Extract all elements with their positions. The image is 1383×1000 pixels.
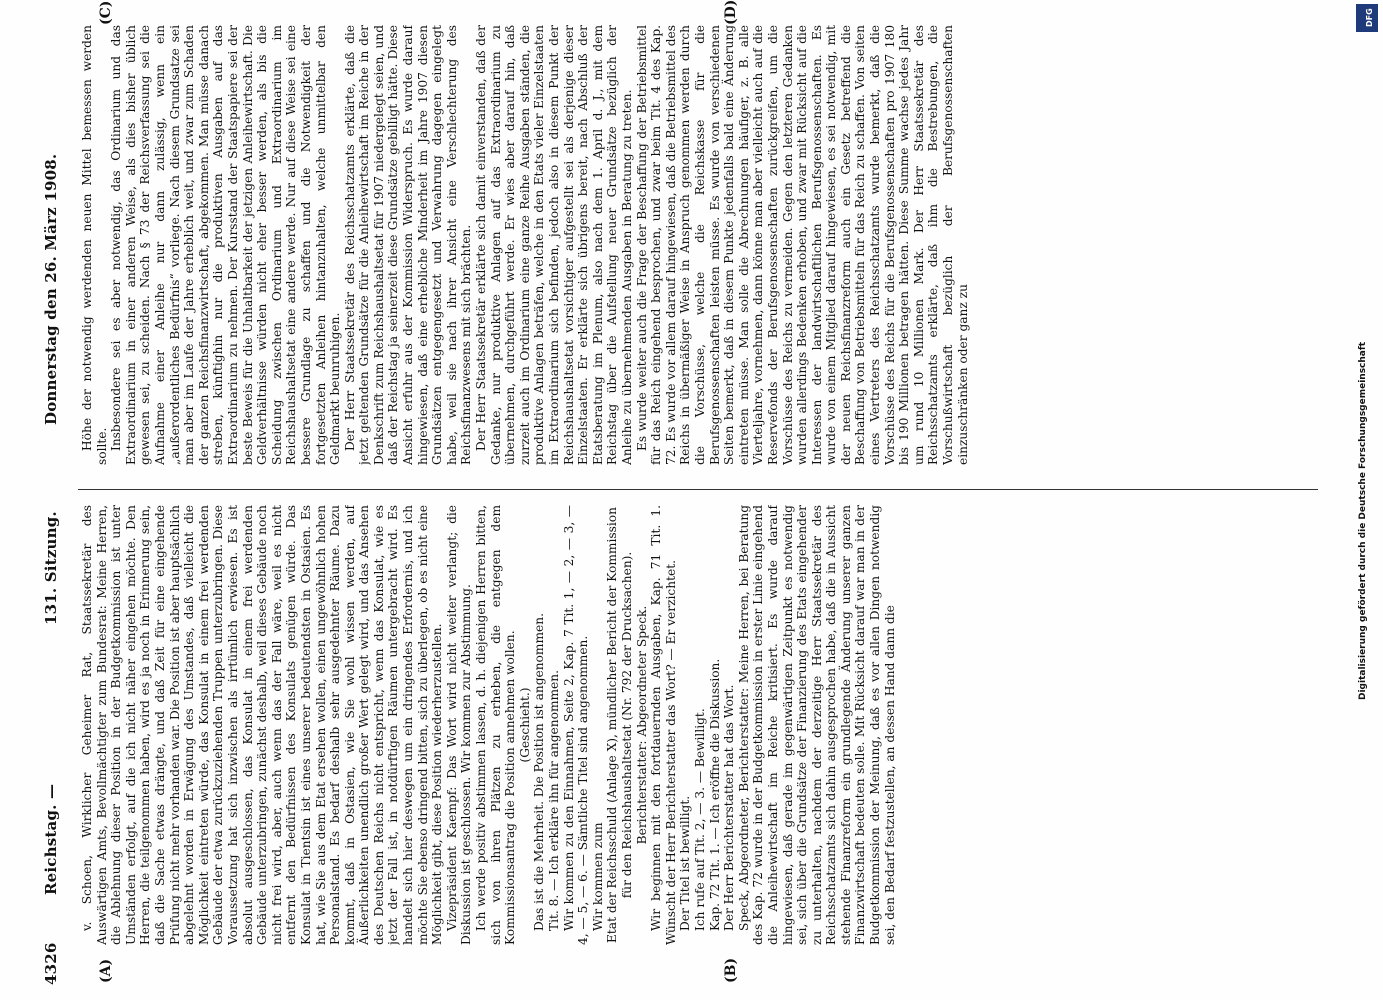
- paragraph: Insbesondere sei es aber notwendig, das Ordinarium und das Extraordinarium in einer anderen Weise, als dies bisher üblich gewesen sei, zu scheiden. Nach § 73 der Reichsverfassung sei die Aufnahme einer Anleihe nur dann zulässig, wenn ein „außerordentliches Bedürfnis“ vorliege. Nach diesem Grundsatze sei man aber im Laufe der Jahre erheblich weit, und zwar zum Schaden der ganzen Reichsfinanzwirtschaft, abgekommen. Man müsse danach streben, künftighin nur die produktiven Ausgaben auf das Extraordinarium zu nehmen. Der Kursstand der Staatspapiere sei der beste Beweis für die Unhaltbarkeit der jetzigen Anleihewirtschaft. Die Geldverhältnisse würden nicht eher besser werden, als bis die Scheidung zwischen Ordinarium und Extraordinarium im Reichshaushaltsetat eine andere werde. Nur auf diese Weise sei eine bessere Grundlage zu schaffen und die Notwendigkeit der fortgesetzten Anleihen hintanzuhalten, welche unmittelbar den Geldmarkt beunruhigen.: [109, 25, 343, 465]
- header-title: Reichstag. —: [42, 783, 60, 895]
- section-heading: Etat der Reichsschuld (Anlage X), mündlicher Bericht der Kommission für den Reichshaushaltsetat (Nr. 792 der Drucksachen).: [605, 507, 634, 943]
- page-number: 4326: [42, 942, 60, 985]
- right-column: [80, 25, 1320, 465]
- margin-marker-a: (A): [98, 958, 114, 983]
- header-sitting: 131. Sitzung.: [42, 511, 60, 625]
- header-date: Donnerstag den 26. März 1908.: [42, 153, 60, 425]
- column-divider: [78, 489, 1318, 490]
- left-column: [80, 505, 1320, 945]
- paragraph: Höhe der notwendig werdenden neuen Mittel bemessen werden sollte.: [80, 25, 109, 465]
- paragraph: Berichterstatter: Abgeordneter Speck.: [634, 605, 649, 845]
- margin-marker-b: (B): [723, 957, 739, 983]
- paragraph: Der Herr Berichterstatter hat das Wort.: [722, 684, 737, 931]
- paragraph: Das ist die Mehrheit. Die Position ist angenommen.: [532, 613, 547, 931]
- paragraph: v. Schoen, Wirklicher Geheimer Rat, Staatssekretär des Auswärtigen Amts, Bevollmächtigter zum Bundesrat: Meine Herren, die Ablehnung dieser Position in der Budgetkommission ist unter Umständen erfolgt, auf die ich nicht näher eingehen möchte. Den Herren, die teilgenommen haben, wird es ja noch in Erinnerung sein, daß die Sache etwas drängte, und daß Zeit für eine eingehende Prüfung nicht mehr vorhanden war. Die Position ist aber hauptsächlich abgelehnt worden in Erwägung des Umstandes, daß vielleicht die Möglichkeit eintreten würde, das Konsulat in einem frei werdenden Gebäude der etwa zurückzuziehenden Truppen unterzubringen. Diese Voraussetzung hat sich inzwischen als irrtümlich erwiesen. Es ist absolut ausgeschlossen, das Konsulat in einem frei werdenden Gebäude unterzubringen, zunächst deshalb, weil dieses Gebäude noch nicht frei wird, aber, auch wenn das der Fall wäre, weil es nicht entfernt den Bedürfnissen des Konsulats genügen würde. Das Konsulat in Tientsin ist eines unserer bedeutendsten in Ostasien. Es hat, wie Sie aus dem Etat ersehen wollen, einen ungewöhnlich hohen Personalstand. Es bedarf deshalb sehr ausgedehnter Räume. Dazu kommt, daß in Ostasien, wie Sie wohl wissen werden, auf Äußerlichkeiten unendlich großer Wert gelegt wird, und das Ansehen des Deutschen Reichs nicht entspricht, wenn das Konsulat, wie es jetzt der Fall ist, in notdürftigen Räumen untergebracht wird. Es handelt sich hier deswegen um ein dringendes Erfordernis, und ich möchte Sie ebenso dringend bitten, sich zu überlegen, ob es nicht eine Möglichkeit gibt, diese Position wiederherzustellen.: [80, 505, 445, 945]
- dfg-logo: DFG: [1356, 4, 1378, 32]
- digitization-credit: [1354, 0, 1380, 1000]
- rotated-page: [38, 0, 1338, 985]
- paragraph: Kap. 72 Tit. 1. — Ich eröffne die Diskussion.: [707, 658, 722, 931]
- paragraph: Vizepräsident Kaempf: Das Wort wird nicht weiter verlangt; die Diskussion ist geschlossen. Wir kommen zur Abstimmung.: [444, 505, 474, 945]
- paragraph: Wir beginnen mit den fortdauernden Ausgaben, Kap. 71 Tit. 1. Wünscht der Herr Berichterstatter das Wort? — Er verzichtet.: [649, 505, 678, 945]
- paragraph: Ich werde positiv abstimmen lassen, d. h. diejenigen Herren bitten, sich von ihren Plätzen zu erheben, die entgegen dem Kommissionsantrag die Position annehmen wollen.: [474, 505, 518, 945]
- paragraph: Es wurde weiter auch die Frage der Beschaffung der Betriebsmittel für das Reich eingehend besprochen, und zwar beim Tit. 4 des Kap. 72. Es wurde vor allem darauf hingewiesen, daß die Betriebsmittel des Reichs in übermäßiger Weise in Anspruch genommen werden durch die Vorschüsse, welche die Reichskasse für die Berufsgenossenschaften leisten müsse. Es wurde von verschiedenen Seiten bemerkt, daß in diesem Punkte jedenfalls bald eine Änderung eintreten müsse. Man solle die Abrechnungen häufiger, z. B. alle Vierteljahre, vornehmen, dann könne man aber vielleicht auch auf die Reservefonds der Berufsgenossenschaften zurückgreifen, um die Vorschüsse des Reichs zu vermeiden. Gegen den letzteren Gedanken wurden allerdings Bedenken erhoben, und zwar mit Rücksicht auf die Interessen der landwirtschaftlichen Berufsgenossenschaften. Es wurde von einem Mitglied darauf hingewiesen, es sei notwendig, mit der neuen Reichsfinanzreform auch ein Gesetz betreffend die Beschaffung von Betriebsmitteln für das Reich zu schaffen. Von seiten eines Vertreters des Reichsschatzamts wurde bemerkt, daß die Vorschüsse des Reichs für die Berufsgenossenschaften pro 1907 180 bis 190 Millionen betragen hätten. Diese Summe wachse jedes Jahr um rund 10 Millionen Mark. Der Herr Staatssekretär des Reichsschatzamts erklärte, daß ihm die Bestrebungen, die Vorschußwirtschaft bezüglich der Berufsgenossenschaften einzuschränken oder ganz zu: [634, 25, 970, 465]
- paragraph: Wir kommen zum: [590, 822, 605, 931]
- page-header: [38, 25, 66, 985]
- credit-text: Digitalisierung gefördert durch die Deutsche Forschungsgemeinschaft: [1358, 341, 1368, 700]
- paragraph: Wir kommen zu den Einnahmen, Seite 2, Kap. 7 Tit. 1, — 2, — 3, — 4, — 5, — 6. — Sämtliche Titel sind angenommen.: [561, 505, 591, 945]
- paragraph: Speck, Abgeordneter, Berichterstatter: Meine Herren, bei Beratung des Kap. 72 wurde in der Budgetkommission in erster Linie eingehend die Anleihewirtschaft im Reiche kritisiert. Es wurde darauf hingewiesen, daß gerade im gegenwärtigen Zeitpunkt es notwendig sei, sich über die Grundsätze der Finanzierung des Etats eingehender zu unterhalten, nachdem der derzeitige Herr Staatssekretär des Reichsschatzamts sich dahin ausgesprochen habe, daß die in Aussicht stehende Finanzreform ein grundlegende Änderung unserer ganzen Finanzwirtschaft bedeuten solle. Mit Rücksicht darauf war man in der Budgetkommission der Meinung, daß es vor allen Dingen notwendig sei, den Bedarf festzustellen, an dessen Hand dann die: [736, 505, 897, 945]
- paragraph: Ich rufe auf Tit. 2, — 3. — Bewilligt.: [692, 708, 707, 931]
- paragraph: Der Herr Staatssekretär des Reichsschatzamts erklärte, daß die jetzt geltenden Grundsätze für die Anleihewirtschaft im Reiche in der Denkschrift zum Reichshaushaltsetat für 1907 niedergelegt seien, und daß der Reichstag ja seinerzeit diese Grundsätze gebilligt hätte. Diese Ansicht erfuhr aus der Kommission Widerspruch. Es wurde darauf hingewiesen, daß eine erhebliche Minderheit im Jahre 1907 diesen Grundsätzen entgegengesetzt und Verwahrung dagegen eingelegt habe, weil sie nach ihrer Ansicht eine Verschlechterung des Reichsfinanzwesens mit sich brächten.: [342, 25, 474, 465]
- margin-marker-d: (D): [723, 0, 739, 25]
- paragraph: (Geschieht.): [517, 687, 532, 763]
- paragraph: Der Titel ist bewilligt.: [678, 795, 693, 931]
- margin-marker-c: (C): [98, 0, 114, 25]
- paragraph: Tit. 8. — Ich erkläre ihn für angenommen.: [547, 670, 561, 931]
- paragraph: Der Herr Staatssekretär erklärte sich damit einverstanden, daß der Gedanke, nur produktive Anlagen auf das Extraordinarium zu übernehmen, durchgeführt werde. Er wies aber darauf hin, daß zurzeit auch im Ordinarium eine ganze Reihe Ausgaben ständen, die produktive Anlagen beträfen, welche in den Etats vieler Einzelstaaten im Extraordinarium sich befinden, jedoch also in diesem Punkt der Reichshaushaltsetat vorsichtiger aufgestellt sei als derjenige dieser Einzelstaaten. Er erklärte sich übrigens bereit, nach Abschluß der Etatsberatung im Plenum, also nach dem 1. April d. J., mit dem Reichstag über die Aufstellung neuer Grundsätze bezüglich der Anleihe zu übernehmenden Ausgaben in Beratung zu treten.: [474, 25, 634, 465]
